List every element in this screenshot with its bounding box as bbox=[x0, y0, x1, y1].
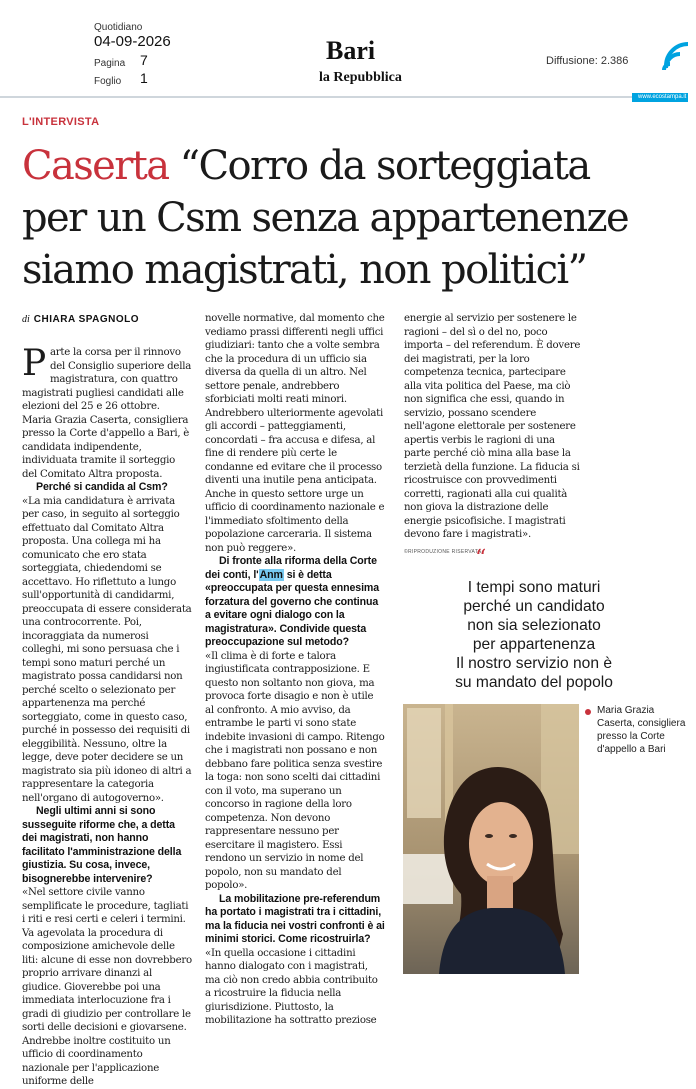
byline bbox=[22, 314, 139, 325]
foglio-label: Foglio bbox=[94, 76, 122, 87]
intro-paragraph bbox=[22, 343, 192, 481]
eco-url-bar: www.ecostampa.it bbox=[632, 93, 688, 102]
signal-logo-icon bbox=[656, 38, 696, 78]
article-column-3 bbox=[404, 312, 584, 559]
pull-quote-line: Il nostro servizio non è bbox=[455, 655, 612, 672]
answer-4: «In quella occasione i cittadini hanno dialogato con i magistrati, ma ciò non credo abbia contribuito a ricostruire la fiducia nella giurisdizione. Piuttosto, la mobilitazione ha sottratto preziose bbox=[205, 947, 378, 1026]
question-1: Perché si candida al Csm? bbox=[36, 481, 168, 493]
quotidiano-label: Quotidiano bbox=[94, 22, 143, 33]
pull-quote-line: per appartenenza bbox=[472, 636, 596, 653]
column-3-paragraph-1: energie al servizio per sostenere le ragioni – del sì o del no, poco importa – del referendum. È dovere dei magistrati, per la loro competenza tecnica, partecipare alla vita politica del Paese, ma ciò non significa che essi, quando in servizio, possano scendere nell'agone elettorale per sostenere apertis verbis le ragioni di una parte perché ciò mina alla base la terzietà della funzione. La fiducia si ricostruisce con provvedimenti corretti, ragionati alla cui qualità non giova la distrazione delle energie psicofisiche. I magistrati devono fare i magistrati». bbox=[404, 313, 581, 540]
answer-3: «Il clima è di forte e talora ingiustificata contrapposizione. E questo non soltanto non giova, ma provoca forte disagio e non è utile al confronto. A mio avviso, da entrambe le parti vi sono state indebite invasioni di campo. Ritengo che i magistrati non possano e non debbano fare politica senza svestire la toga: non sono scelti dai cittadini con il voto, ma superano un concorso in ragione della loro competenza. Non devono rappresentare nessuno per esercitare il magistero. Essi rendono un servizio in nome del popolo, non su mandato del popolo». bbox=[205, 650, 385, 891]
question-3-pre: Di fronte alla riforma della Corte dei conti, l' bbox=[205, 555, 377, 581]
highlighted-anm: Anm bbox=[259, 568, 283, 581]
pagina-label: Pagina bbox=[94, 58, 126, 69]
header-rule bbox=[0, 96, 688, 98]
issue-date: 04-09-2026 bbox=[94, 33, 171, 50]
headline-line-3: siamo magistrati, non politici” bbox=[22, 247, 587, 293]
byline-di: di bbox=[22, 314, 30, 325]
pull-quote-line: perché un candidato bbox=[463, 598, 605, 615]
caption-bullet-icon bbox=[585, 709, 591, 715]
answer-2: «Nel settore civile vanno semplificate le procedure, tagliati i riti e resi certi e celeri i termini. Va agevolata la procedura di composizione amichevole delle liti: alcune di esse non dovrebbero proprio arrivare dinanzi al giudice. Gioverebbe poi una immediata interlocuzione fra i gradi di giudizio per controllare le sorti delle decisioni e giovarsene. Andrebbe inoltre costituito un ufficio di coordinamento nazionale per l'applicazione uniforme delle bbox=[22, 887, 192, 1087]
question-3 bbox=[205, 555, 385, 650]
photo-caption: Maria Grazia Caserta, consigliera presso la Corte d'appello a Bari bbox=[597, 705, 686, 755]
masthead-paper: la Repubblica bbox=[319, 70, 402, 85]
foglio-value: 1 bbox=[140, 70, 148, 86]
copyright-note: ©RIPRODUZIONE RISERVATA bbox=[404, 548, 482, 555]
article-column-2 bbox=[205, 312, 385, 1028]
intro-text: arte la corsa per il rinnovo del Consiglio superiore della magistratura, con quattro magistrati pugliesi candidati alle elezioni del 25 e 26 ottobre. Maria Grazia Caserta, consigliera presso la Corte d'appello a Bari, è candidata indipendente, individuata tramite il sorteggio del Comitato Altra proposta. bbox=[22, 347, 192, 480]
drop-cap: P bbox=[22, 343, 46, 384]
quote-mark-icon: “ bbox=[475, 546, 487, 571]
portrait-photo bbox=[403, 704, 579, 974]
headline-line1-text: “Corro da sorteggiata bbox=[168, 143, 590, 189]
headline-line-1 bbox=[22, 140, 662, 192]
byline-author: CHIARA SPAGNOLO bbox=[33, 314, 140, 325]
question-3-post: si è detta «preoccupata per questa ennesima forzatura del governo che continua a evitare ogni dialogo con la magistratura». Condivide questa preoccupazione sul metodo? bbox=[205, 568, 380, 648]
headline-name: Caserta bbox=[22, 143, 169, 189]
portrait-illustration bbox=[403, 704, 579, 974]
answer-1: «La mia candidatura è arrivata per caso, in seguito al sorteggio effettuato dal Comitato Altra proposta. Una collega mi ha comunicato che ero stata sorteggiata, chiedendomi se accettavo. Ho riflettuto a lungo sull'opportunità di candidarmi, preoccupata di essere considerata una controcorrente. Poi, incoraggiata da numerosi colleghi, mi sono persuasa che i tempi sono maturi perché un magistrato possa candidarsi non perché scelto o selezionato per appartenenza ma perché sorteggiato, come in questo caso, purché in possesso dei requisiti di eleggibilità. Nessuno, oltre la legge, deve poter decidere se un magistrato sia più idoneo di altri a rappresentare la categoria nell'organo di autogoverno». bbox=[22, 495, 192, 804]
pull-quote-line: non sia selezionato bbox=[467, 617, 601, 634]
question-4: La mobilitazione pre-referendum ha portato i magistrati tra i cittadini, ma la fiducia nei vostri confronti è ai minimi storici. Come ricostruirla? bbox=[205, 892, 385, 945]
masthead-city: Bari bbox=[326, 36, 376, 65]
diffusione-count: Diffusione: 2.386 bbox=[546, 55, 629, 67]
pull-quote bbox=[394, 578, 674, 692]
column-2-paragraph-1: novelle normative, dal momento che vediamo prassi differenti negli uffici giudiziari: tanto che a volte sembra che la procedura di un ufficio sia diversa da quella di un altro. Nel settore penale, andrebbero sforbiciati molti reati minori. Andrebbero ulteriormente agevolati gli accordi – patteggiamenti, concordati – fra accusa e difesa, al fine di rendere più certe le condanne ed evitare che il processo diventi una inutile pena anticipata. Anche in questo settore urge un ufficio di coordinamento nazionale e l'immediato sfoltimento della popolazione carceraria. Il sistema non può reggere». bbox=[205, 313, 385, 554]
question-2: Negli ultimi anni si sono susseguite riforme che, a detta dei magistrati, non hanno facilitato l'amministrazione della giustizia. Su cosa, invece, bisognerebbe intervenire? bbox=[22, 805, 182, 885]
section-kicker: L'INTERVISTA bbox=[22, 116, 100, 128]
headline-line-2: per un Csm senza appartenenze bbox=[22, 195, 629, 241]
pagina-value: 7 bbox=[140, 52, 148, 68]
newspaper-header bbox=[0, 0, 688, 96]
article-column-1 bbox=[22, 343, 192, 1089]
pull-quote-line: I tempi sono maturi bbox=[467, 579, 601, 596]
headline bbox=[22, 140, 662, 296]
pull-quote-line: su mandato del popolo bbox=[455, 674, 613, 691]
